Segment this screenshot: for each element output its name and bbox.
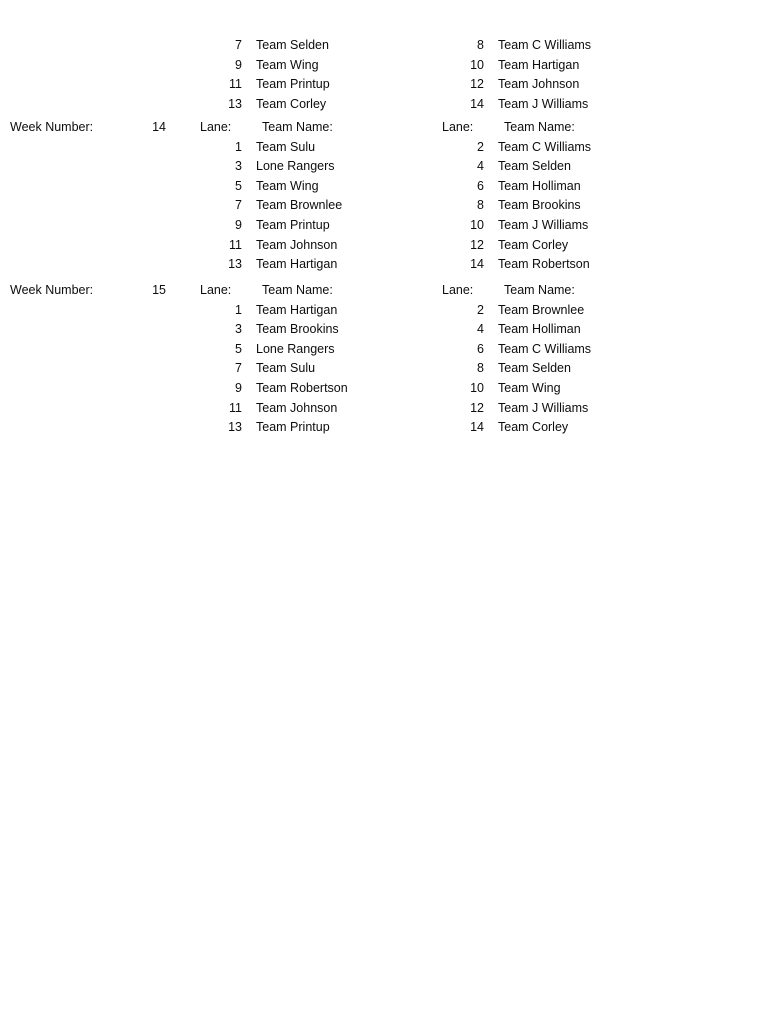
lane-number-right: 10 <box>470 217 484 232</box>
schedule-row <box>0 255 777 275</box>
lane-number-left: 13 <box>228 96 242 111</box>
week-header-row <box>0 281 777 301</box>
team-name-left: Team Hartigan <box>256 257 338 272</box>
team-name-left: Team Printup <box>256 420 330 435</box>
schedule-row <box>0 196 777 216</box>
lane-number-right: 4 <box>477 159 484 174</box>
week-schedule-block <box>0 118 777 275</box>
team-name-right: Team Selden <box>498 159 571 174</box>
lane-number-left: 7 <box>235 198 242 213</box>
team-name-right: Team Brownlee <box>498 302 585 317</box>
lane-column-header-right: Lane: <box>442 283 474 297</box>
team-name-left: Team Selden <box>256 38 329 52</box>
schedule-row <box>0 75 777 95</box>
schedule-row <box>0 157 777 177</box>
team-name-right: Team C Williams <box>498 139 592 154</box>
team-name-column-header-right: Team Name: <box>504 283 575 297</box>
lane-number-left: 3 <box>235 159 242 174</box>
lane-column-header-right: Lane: <box>442 120 474 134</box>
schedule-row <box>0 320 777 340</box>
lane-number-right: 2 <box>477 302 484 317</box>
lane-number-left: 5 <box>235 341 242 356</box>
team-name-right: Team Robertson <box>498 257 590 272</box>
team-name-left: Team Wing <box>256 57 319 72</box>
team-name-left: Team Sulu <box>256 139 316 154</box>
lane-number-left: 13 <box>228 420 242 435</box>
team-name-left: Team Sulu <box>256 361 316 376</box>
schedule-row <box>0 56 777 76</box>
team-name-right: Team Johnson <box>498 77 580 92</box>
team-name-left: Team Brownlee <box>256 198 343 213</box>
week-number-value: 14 <box>152 120 166 134</box>
team-name-left: Team Wing <box>256 178 319 193</box>
team-name-left: Lone Rangers <box>256 159 335 174</box>
week-number-label: Week Number: <box>10 283 94 297</box>
team-name-right: Team Selden <box>498 361 571 376</box>
week-number-label: Week Number: <box>10 120 94 134</box>
lane-number-right: 8 <box>477 38 484 52</box>
team-name-left: Team Printup <box>256 217 330 232</box>
team-name-left: Team Corley <box>256 96 327 111</box>
lane-column-header-left: Lane: <box>200 283 232 297</box>
lane-number-right: 6 <box>477 341 484 356</box>
lane-number-right: 12 <box>470 400 484 415</box>
team-name-left: Lone Rangers <box>256 341 335 356</box>
team-name-left: Team Brookins <box>256 322 339 337</box>
lane-number-left: 5 <box>235 178 242 193</box>
lane-column-header-left: Lane: <box>200 120 232 134</box>
lane-number-right: 14 <box>470 96 484 111</box>
schedule-row <box>0 177 777 197</box>
schedule-row <box>0 418 777 438</box>
team-name-left: Team Hartigan <box>256 302 338 317</box>
team-name-right: Team Holliman <box>498 178 581 193</box>
lane-number-left: 9 <box>235 57 242 72</box>
lane-number-right: 14 <box>470 420 484 435</box>
lane-number-right: 12 <box>470 77 484 92</box>
lane-number-left: 11 <box>229 237 242 252</box>
lane-number-right: 10 <box>470 380 484 395</box>
team-name-right: Team Corley <box>498 420 569 435</box>
lane-number-right: 8 <box>477 198 484 213</box>
lane-number-left: 7 <box>235 38 242 52</box>
lane-number-right: 14 <box>470 257 484 272</box>
lane-number-right: 6 <box>477 178 484 193</box>
team-name-left: Team Johnson <box>256 237 338 252</box>
lane-number-left: 11 <box>229 400 242 415</box>
team-name-right: Team J Williams <box>498 96 589 111</box>
team-name-left: Team Johnson <box>256 400 338 415</box>
week-number-value: 15 <box>152 283 166 297</box>
lane-number-right: 2 <box>477 139 484 154</box>
team-name-column-header-right: Team Name: <box>504 120 575 134</box>
team-name-right: Team J Williams <box>498 217 589 232</box>
lane-number-left: 13 <box>228 257 242 272</box>
team-name-right: Team C Williams <box>498 38 592 52</box>
team-name-right: Team C Williams <box>498 341 592 356</box>
schedule-row <box>0 359 777 379</box>
schedule-row <box>0 399 777 419</box>
lane-number-right: 10 <box>470 57 484 72</box>
lane-number-left: 1 <box>235 302 242 317</box>
week-schedule-block <box>0 281 777 438</box>
lane-number-left: 7 <box>235 361 242 376</box>
schedule-row <box>0 138 777 158</box>
team-name-right: Team Corley <box>498 237 569 252</box>
lane-number-left: 3 <box>235 322 242 337</box>
schedule-row <box>0 216 777 236</box>
team-name-right: Team Hartigan <box>498 57 580 72</box>
lane-number-right: 8 <box>477 361 484 376</box>
partial-schedule-block <box>0 36 777 114</box>
team-name-right: Team J Williams <box>498 400 589 415</box>
team-name-right: Team Brookins <box>498 198 581 213</box>
team-name-column-header-left: Team Name: <box>262 283 333 297</box>
team-name-left: Team Robertson <box>256 380 348 395</box>
team-name-right: Team Holliman <box>498 322 581 337</box>
lane-number-right: 12 <box>470 237 484 252</box>
lane-number-left: 9 <box>235 380 242 395</box>
lane-number-right: 4 <box>477 322 484 337</box>
lane-number-left: 1 <box>235 139 242 154</box>
schedule-row <box>0 379 777 399</box>
schedule-row <box>0 36 777 56</box>
schedule-row <box>0 301 777 321</box>
lane-number-left: 11 <box>229 77 242 92</box>
lane-number-left: 9 <box>235 217 242 232</box>
schedule-row <box>0 340 777 360</box>
schedule-row <box>0 236 777 256</box>
schedule-row <box>0 95 777 115</box>
week-header-row <box>0 118 777 138</box>
team-name-right: Team Wing <box>498 380 561 395</box>
team-name-column-header-left: Team Name: <box>262 120 333 134</box>
team-name-left: Team Printup <box>256 77 330 92</box>
